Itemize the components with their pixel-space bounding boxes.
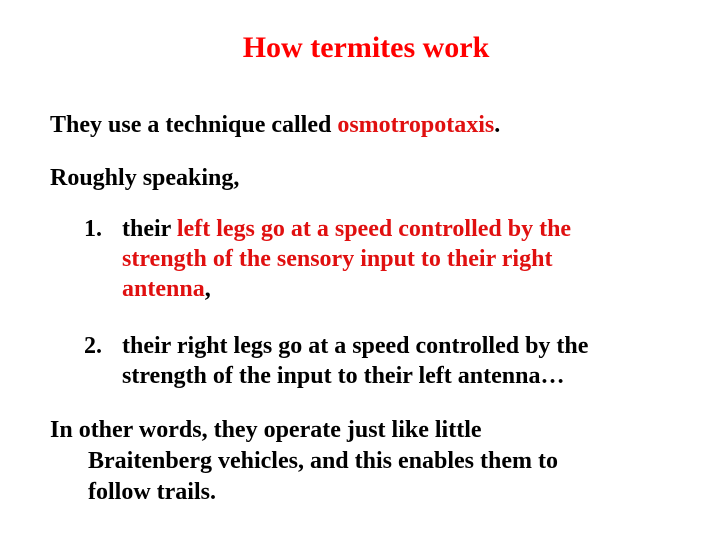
list-number: 2.	[84, 333, 102, 359]
list-item-tail: ,	[204, 276, 211, 302]
list-item-line2: strength of the input to their left antenna…	[122, 363, 565, 389]
intro-period: .	[494, 112, 501, 138]
intro-paragraph	[50, 110, 500, 141]
list-number: 1.	[84, 216, 102, 242]
intro-text: They use a technique called	[50, 112, 338, 138]
closing-line3: follow trails.	[88, 479, 216, 505]
list-item-highlight-line1: left legs go at a speed controlled by the	[176, 216, 572, 242]
closing-paragraph	[50, 415, 558, 508]
list-item-highlight-line2: strength of the sensory input to their right	[122, 246, 553, 272]
list-item-body	[122, 331, 588, 391]
list-item-body	[122, 214, 571, 304]
roughly-paragraph: Roughly speaking,	[50, 165, 240, 191]
closing-line1: In other words, they operate just like little	[50, 417, 482, 443]
list-item-highlight-line3: antenna	[122, 276, 205, 302]
slide-title: How termites work	[242, 31, 490, 64]
closing-line2: Braitenberg vehicles, and this enables them to	[88, 448, 558, 474]
list-item-lead: their	[122, 216, 177, 242]
list-item-line1: their right legs go at a speed controlled by the	[122, 333, 589, 359]
osmotropotaxis-term: osmotropotaxis	[337, 112, 495, 138]
